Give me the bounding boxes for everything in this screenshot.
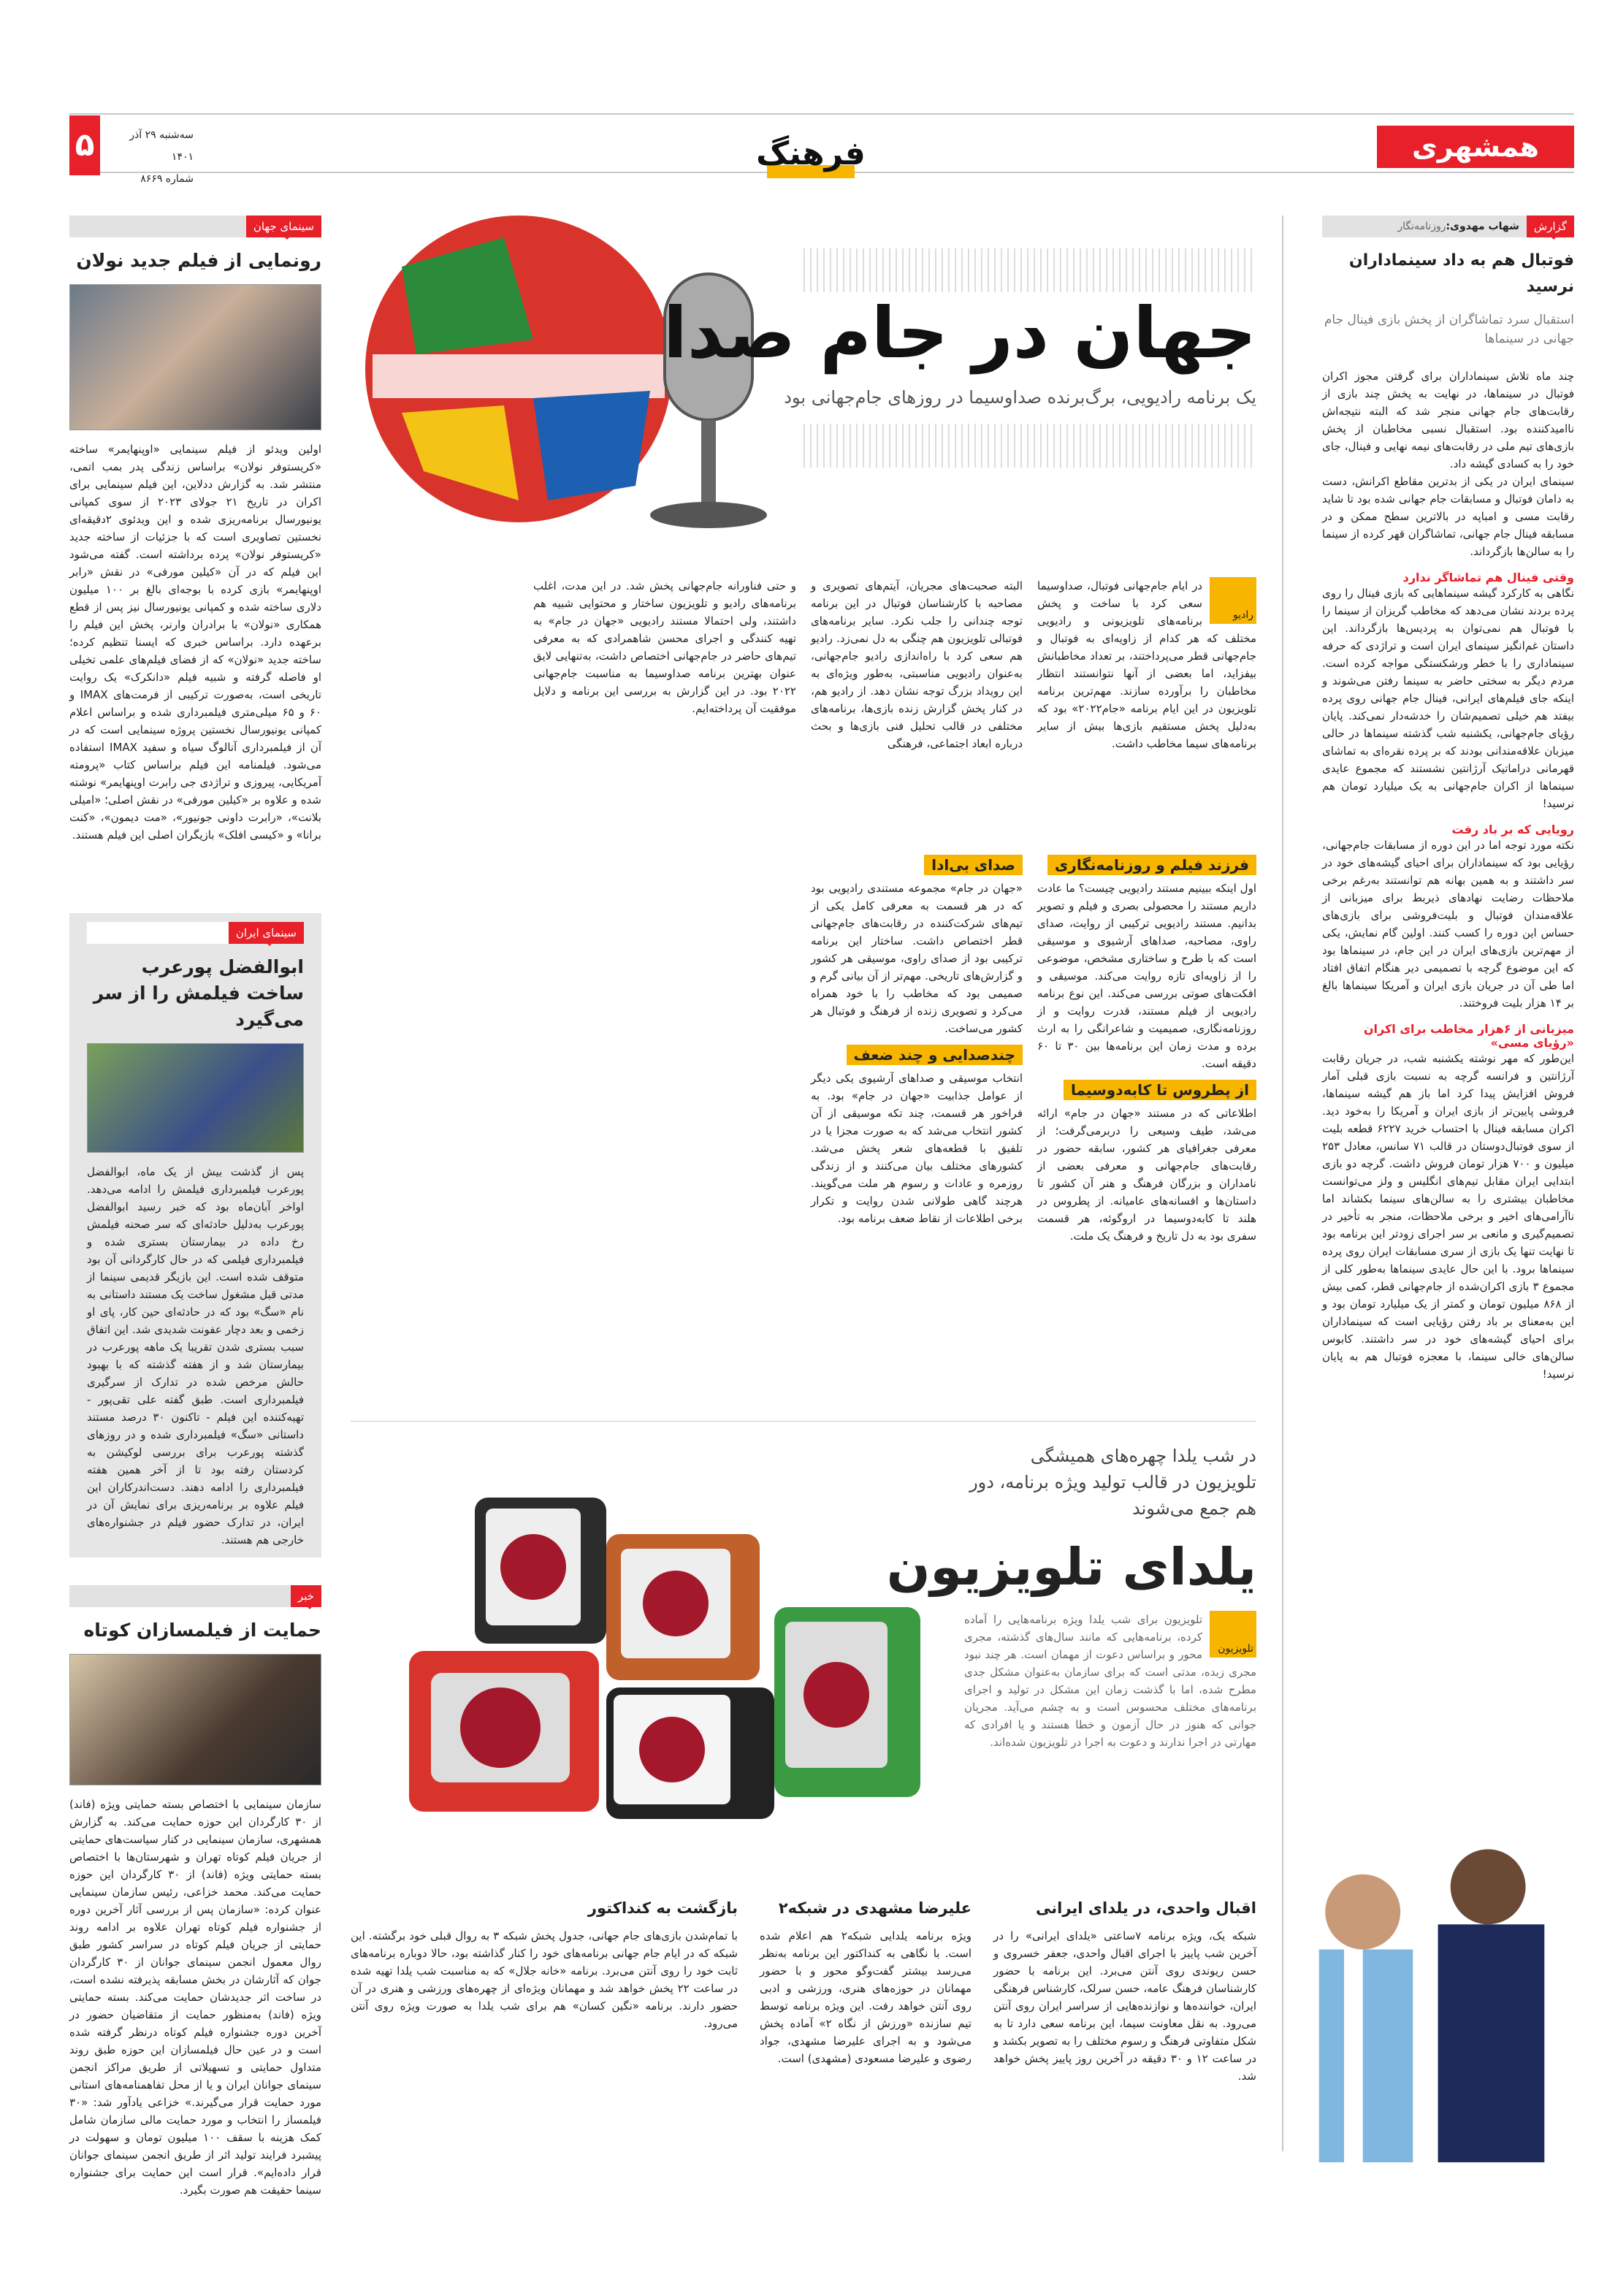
yalda-item — [351, 1899, 738, 2032]
newspaper-logo[interactable]: همشهری — [1377, 126, 1574, 168]
issue-number: شماره ۸۶۶۹ — [140, 173, 194, 185]
yalda-headline: یلدای تلویزیون — [886, 1537, 1256, 1597]
column-divider — [1282, 216, 1283, 2151]
yalda-intro — [964, 1611, 1256, 1751]
subhead: صدای بی‌ادا — [924, 855, 1023, 875]
photo-messi-mbappe — [1286, 1812, 1578, 2162]
article-cinema-football — [1322, 216, 1574, 1383]
kicker-tag: سینمای جهان — [246, 216, 321, 237]
article-body: نگاهی به کارکرد گیشه سینماهایی که بازی فینال را روی پرده بردند نشان می‌دهد که مخاطب گریزان از سینما را با فوتبال هم نمی‌توان به پردیس‌ها بازگرداند. این داستان غم‌انگیز سینمای ایران است و تراژدی که حرفه سینماداری را با خطر ورشکستگی مواجه کرده است. مردم دیگر به سختی حاضر به سینما رفتن می‌شوند و اینکه جای فیلم‌های ایرانی، فینال جام جهانی روی پرده بیفتد هم خیلی تصمیم‌شان را خدشه‌دار نمی‌کند. پایان رؤیای جام‌جهانی، یکشنبه شب گذشته سینماها در حالی میزبان علاقه‌مندانی بودند که بر پرده نقره‌ای به تماشای قهرمانی دراماتیک آرژانتین نشستند که مجموع عایدی سینماها از اکران جام‌جهانی به یک میلیارد تومان هم نرسید! — [1322, 587, 1574, 810]
subhead: میزبانی از ۶هزار مخاطب برای اکران «رؤیای مسی» — [1363, 1022, 1574, 1050]
kicker-tag: خبر — [291, 1585, 321, 1607]
tv-tag: تلویزیون — [1210, 1611, 1256, 1658]
section-col — [1037, 847, 1256, 1245]
photo-pourarab — [87, 1043, 304, 1153]
intro-text: و حتی فناورانه جام‌جهانی پخش شد. در این مدت، اغلب برنامه‌های رادیو و تلویزیون ساختار و محتوایی شبیه هم داشتند، ولی احتمالا مستند رادیویی «جهان در جام» به تهیه کنندگی و اجرای محسن شاهمرادی که به معرفی تیم‌های حاضر در جام‌جهانی اختصاص داشت، به‌تنهایی لایق عنوان بهترین برنامه صداوسیما به مناسبت جام‌جهانی ۲۰۲۲ بود. در این گزارش به بررسی این برنامه و دلایل موفقیت آن پرداخته‌ایم. — [533, 579, 796, 715]
article-body: چند ماه تلاش سینماداران برای گرفتن مجوز اکران فوتبال در سینماها، در نهایت به پخش چند بازی از رقابت‌های جام جهانی منجر شد که البته نتیجه‌اش ناامیدکننده بود. استقبال نسبی مخاطبان از پخش بازی‌های تیم ملی در رقابت‌های نیمه نهایی و فینال، جای خود را به کسادی گیشه داد. — [1322, 370, 1574, 470]
subhead: رویایی که بر باد رفت — [1451, 823, 1574, 836]
section-title: فرهنگ — [730, 135, 891, 178]
headline: فوتبال هم به داد سینماداران نرسید — [1348, 251, 1574, 296]
item-title: علیرضا مشهدی در شبکه۲ — [778, 1899, 972, 1917]
hero-illustration-ball-microphone — [358, 208, 796, 559]
photo-khazaei — [69, 1654, 321, 1785]
main-subheadline: یک برنامه رادیویی، برگ‌برنده صداوسیما در روزهای جام‌جهانی بود — [784, 387, 1256, 408]
section-body: «جهان در جام» مجموعه مستندی رادیویی بود که در هر قسمت به معرفی کامل یکی از تیم‌های شرکت‌کننده در رقابت‌های جام‌جهانی قطر اختصاص داشت. ساختار این برنامه ترکیبی بود از صدای راوی، موسیقی هر کشور و گزارش‌های تاریخی. مهم‌تر از آن بیانی گرم و صمیمی بود که مخاطب را با خود همراه می‌کرد و تصویری زنده از فرهنگ و فوتبال هر کشور می‌ساخت. — [811, 882, 1023, 1035]
subhead: وقتی فینال هم تماشاگر ندارد — [1402, 571, 1574, 584]
item-body: ویژه برنامه یلدایی شبکه۲ هم اعلام شده است. با نگاهی به کنداکتور این برنامه به‌نظر می‌رسد بیشتر گفت‌وگو محور و با حضور مهمانان در حوزه‌های هنری، ورزشی و ادبی روی آنتن خواهد رفت. این ویژه برنامه توسط تیم سازنده «ورزش از نگاه ۲» آماده پخش می‌شود و به اجرای علیرضا مشهدی، جواد رضوی و علیرضا مسعودی (مشهدی) است. — [760, 1929, 972, 2065]
yalda-body: تلویزیون برای شب یلدا ویژه برنامه‌هایی را آماده کرده، برنامه‌هایی که مانند سال‌های گذشته، مجری محور و براساس دعوت از مهمان است. هر چند نبود مجری زبده، مدتی است که برای سازمان به‌عنوان مشکل جدی مطرح شده، اما با گذشت زمان این مشکل در تولید و اجرای برنامه‌های مختلف محسوس است و به چشم می‌آید. مجریان جوانی که هنوز در حال آزمون و خطا هستند و یا افرادی که مهارتی در اجرا ندارند و دعوت به اجرا در تلویزیون شده‌اند. — [964, 1613, 1256, 1749]
divider — [351, 1421, 1256, 1422]
sound-wave-decoration — [804, 248, 1256, 292]
intro-text: در ایام جام‌جهانی فوتبال، صداوسیما سعی کرد با ساخت و پخش برنامه‌های تلویزیونی و رادیویی مختلف که هر کدام از زاویه‌ای به فوتبال و جام‌جهانی قطر می‌پرداختند، بر تعداد مخاطبانش بیفزاید، اما بعضی از آنها نتوانستند انتظار مخاطبان را برآورده سازند. مهم‌ترین برنامه تلویزیون در این ایام برنامه «جام۲۰۲۲» بود که به‌دلیل پخش مستقیم بازی‌ها بیش از سایر برنامه‌های سیما مخاطب داشت. — [1037, 579, 1256, 750]
kicker-tag: گزارش — [1527, 216, 1574, 237]
article-body: نکته مورد توجه اما در این دوره از مسابقات جام‌جهانی، رؤیایی بود که سینماداران برای احیای گیشه‌های خود در سر داشتند و به همین بهانه هم توانستند به‌رغم برخی ملاحظات رضایت نهادهای ذیربط برای میزبانی از علاقه‌مندان فوتبال و بلیت‌فروشی برای بازی‌های حساس این دوره را کسب کنند. اولین گام نمایش، یکی از مهم‌ترین بازی‌های ایران در این جام، در سینماها بود که این موضوع گرچه با تصمیمی دیر هنگام اتفاق افتاد اما طی آن در جریان بازی ایران و آمریکا سینماها بالغ بر ۱۴ هزار بلیت فروختند. — [1322, 839, 1574, 1010]
subhead: فرزند فیلم و روزنامه‌نگاری — [1047, 855, 1256, 875]
photo-nolan — [69, 284, 321, 430]
section-body: انتخاب موسیقی و صداهای آرشیوی یکی دیگر از عوامل جذابیت «جهان در جام» بود. به فراخور هر قسمت، چند تکه موسیقی از آن کشور انتخاب می‌شد که به صورت مجزا یا در تلفیق با قطعه‌های شعر پخش می‌شد. کشورهای مختلف بیان می‌کنند و از زندگی روزمره و عادات و رسوم هر ملت می‌گویند. هرچند گاهی طولانی شدن روایت و تکرار برخی اطلاعات از نقاط ضعف برنامه بود. — [811, 1072, 1023, 1225]
kicker-tag: سینمای ایران — [229, 922, 304, 944]
article-pourarab — [69, 913, 321, 1557]
article-nolan — [69, 216, 321, 844]
sound-wave-decoration — [804, 424, 1256, 468]
illustration-retro-tvs-pomegranates — [394, 1432, 950, 1841]
radio-tag: رادیو — [1210, 577, 1256, 624]
intro-text: البته صحبت‌های مجریان، آیتم‌های تصویری و مصاحبه با کارشناسان فوتبال در این برنامه توجه چندانی را جلب نکرد. سایر برنامه‌های فوتبالی تلویزیون هم چنگی به دل نمی‌زد. رادیو هم سعی کرد با راه‌اندازی رادیو جام‌جهانی، به‌عنوان رادیویی مناسبتی، به‌طور ویژه‌ای به این رویداد بزرگ توجه نشان دهد. از رادیو هم، در کنار پخش گزارش زنده بازی‌ها، برنامه‌های مختلفی در قالب تحلیل فنی بازی‌ها و بحث درباره ابعاد اجتماعی، فرهنگی — [811, 579, 1023, 750]
header-rule-top — [69, 113, 1574, 115]
headline: حمایت از فیلمسازان کوتاه — [83, 1620, 321, 1641]
main-headline: جهان در جام صدا — [663, 292, 1256, 374]
item-title: اقبال واحدی، در یلدای ایرانی — [1036, 1899, 1256, 1917]
subhead: چندصدایی و چند ضعف — [847, 1045, 1023, 1065]
item-body: با تمام‌شدن بازی‌های جام جهانی، جدول پخش شبکه ۳ به روال قبلی خود برگشته. این شبکه که در ایام جام جهانی برنامه‌های خود را کنار گذاشته بود، حالا دوباره برنامه‌های ثابت خود را روی آنتن می‌برد. برنامه «خانه جلال» که به مناسبت شب یلدا تهیه شده در ساعت ۲۲ پخش خواهد شد و مهمانان ویژه‌ای از چهره‌های ورزشی و هنری در آن حضور دارند. برنامه «نگین کسان» هم برای شب یلدا به صورت ویژه روی آنتن می‌رود. — [351, 1929, 738, 2030]
section-col — [811, 847, 1023, 1227]
yalda-item — [760, 1899, 972, 2067]
section-body: اطلاعاتی که در مستند «جهان در جام» ارائه می‌شد، طیف وسیعی را دربرمی‌گرفت؛ از معرفی جغرافیای هر کشور، سابقه حضور در رقابت‌های جام‌جهانی و معرفی بعضی از نامداران و بزرگان فرهنگ و هنر آن کشور تا داستان‌ها و افسانه‌های عامیانه. از پطروس در هلند تا کابه‌دوسیما در اروگوئه، هر قسمت سفری بود به دل تاریخ و فرهنگ یک ملت. — [1037, 1107, 1256, 1243]
intro-col-1 — [1037, 577, 1256, 752]
issue-date: سه‌شنبه ۲۹ آذر ۱۴۰۱ — [129, 129, 194, 163]
intro-col-2 — [811, 577, 1023, 752]
subhead: از پطروس تا کابه‌دوسیما — [1064, 1080, 1256, 1100]
headline: رونمایی از فیلم جدید نولان — [76, 250, 321, 271]
yalda-item — [993, 1899, 1256, 2085]
intro-col-3 — [533, 577, 796, 717]
item-title: بازگشت به کنداکتور — [587, 1899, 738, 1917]
yalda-kicker: در شب یلدا چهره‌های همیشگی تلویزیون در قالب تولید ویژه برنامه، دور هم جمع می‌شوند — [969, 1446, 1256, 1519]
section-body: اول اینکه ببینیم مستند رادیویی چیست؟ ما عادت داریم مستند را محصولی بصری و فیلم و تصویر بدانیم. مستند رادیویی ترکیبی از روایت، صدای راوی، مصاحبه، صداهای آرشیوی و موسیقی است که با طرح و ساختاری مشخص، موضوعی را از زاویه‌ای تازه روایت می‌کند. موسیقی و افکت‌های صوتی بررسی می‌کند. این نوع برنامه رادیویی از فیلم مستند، قدرت روایت و از روزنامه‌نگاری، صمیمیت و شاعرانگی را به ارث برده و مدت زمان این برنامه‌ها بین ۳۰ تا ۶۰ دقیقه است. — [1037, 882, 1257, 1070]
subheadline: استقبال سرد تماشاگران از پخش بازی فینال جام جهانی در سینماها — [1324, 313, 1574, 346]
article-body: سینمای ایران در یکی از بدترین مقاطع اکرانش، دست به دامان فوتبال و مسابقات جام جهانی شده بود تا شاید رقابت مسی و امباپه در بالاترین سطح ممکن و در مسابقه فینال جام جهانی، تماشاگران قهر کرده از سینما را به سالن‌ها بازگرداند. — [1322, 475, 1574, 558]
article-body: اولین ویدئو از فیلم سینمایی «اوپنهایمر» ساخته «کریستوفر نولان» براساس زندگی پدر بمب اتمی، منتشر شد. به گزارش ددلاین، این فیلم سینمایی برای اکران در تاریخ ۲۱ جولای ۲۰۲۳ از سوی کمپانی یونیورسال برنامه‌ریزی شده و این ویدئوی ۲دقیقه‌ای نخستین تصاویری است که با جزئیات از ساخته جدید «کریستوفر نولان» پرده برداشته است. گفته می‌شود این فیلم که در آن «کیلین مورفی» در نقش «رابر اوپنهایمر» بازی کرده با بوجه‌ای بالغ بر ۱۰۰ میلیون دلاری ساخته شده و کمپانی یونیورسال نیز پس از قطع همکاری «نولان» با برادران وارنر، پخش این فیلم را برعهده دارد. براساس خبری که ایسنا تنظیم کرده؛ ساخته جدید «نولان» که از فضای فیلم‌های علمی تخیلی او فاصله گرفته و شبیه فیلم «دانکرک» یک روایت تاریخی است، به‌صورت ترکیبی از فرمت‌های IMAX و ۶۰ و ۶۵ میلی‌متری فیلمبرداری شده و براساس اعلام کمپانی یونیورسال نخستین پروژه سینمایی است که در آن از فیلمبرداری آنالوگ سیاه و سفید IMAX استفاده می‌شود. فیلمنامه این فیلم براساس کتاب «پرومته آمریکایی، پیروزی و تراژدی جی رابرت اوپنهایمر» نوشته شده و علاوه بر «کیلین مورفی» در نقش اصلی؛ «امیلی بلانت»، «رابرت داونی جونیور»، «مت دیمون»، «کنت برانا» و «کیسی افلک» بازیگران اصلی این فیلم هستند. — [69, 443, 322, 842]
pomegranate-icon — [500, 1534, 566, 1600]
article-body: سازمان سینمایی با اختصاص بسته حمایتی ویژه (فاند) از ۳۰ کارگردان این حوزه حمایت می‌کند. به گزارش همشهری، سازمان سینمایی در کنار سیاست‌های حمایتی از جریان فیلم کوتاه تهران و شهرستان‌ها با اختصاص بسته حمایتی ویژه (فاند) از ۳۰ کارگردان این حوزه حمایت می‌کند. محمد خزاعی، رئیس سازمان سینمایی عنوان کرده: «سازمان پس از بررسی آثار آخرین دوره از جشنواره فیلم کوتاه تهران علاوه بر ادامه روند حمایتی از جریان فیلم کوتاه در سراسر کشور طبق روال معمول انجمن سینمای جوانان از ۳۰ کارگردان جوان که آثارشان در بخش مسابقه پذیرفته نشده است، در ساخت اثر جدیدشان حمایت می‌کند. بسته حمایتی ویژه (فاند) به‌منظور حمایت از متقاضیان حضور در آخرین دوره جشنواره فیلم کوتاه درنظر گرفته شده است و در عین حال فیلمسازان این حوزه طبق روند متداول حمایتی و تسهیلاتی از طریق مراکز انجمن سینمای جوانان ایران و یا از محل تفاهمنامه‌های استانی مورد حمایت قرار می‌گیرند.» خزاعی یادآور شد: «۳۰ فیلمساز را انتخاب و مورد حمایت مالی سازمان شامل کمک هزینه با سقف ۱۰۰ میلیون تومان و سهولت در پیشبرد فرایند تولید اثر از طریق انجمن سینمای جوانان قرار داده‌ایم». قرار است این حمایت برای جشنواره سینما حقیقت هم صورت بگیرد. — [69, 1798, 321, 2197]
article-short-film — [69, 1585, 321, 2199]
page-number: ۵ — [69, 115, 100, 175]
byline: شهاب مهدوی:روزنامه‌نگار — [1397, 221, 1519, 232]
article-body: پس از گذشت بیش از یک ماه، ابوالفضل پورعرب فیلمبرداری فیلمش را ادامه می‌دهد. اواخر آبان‌ماه بود که خبر رسید ابوالفضل پورعرب به‌دلیل حادثه‌ای که سر صحنه فیلمش رخ داده در بیمارستان بستری شده و فیلمبرداری فیلمی که در حال کارگردانی آن بود متوقف شده است. این بازیگر قدیمی سینما از مدتی قبل مشغول ساخت یک مستند داستانی به نام «سگ» بود که در حادثه‌ای حین کار، پای او زخمی و بعد دچار عفونت شدیدی شد. این اتفاق سبب بستری شدن تقریبا یک ماهه پورعرب در بیمارستان شد و از هفته گذشته که با بهبود حالش مرخص شده در تدارک از سرگیری فیلمبرداری است. طبق گفته علی تقی‌پور - تهیه‌کننده این فیلم - تاکنون ۳۰ درصد مستند داستانی «سگ» فیلمبرداری شده و در روزهای گذشته پورعرب برای بررسی لوکیشن به کردستان رفته بود تا از آخر همین هفته فیلمبرداری را ادامه دهند. دست‌اندرکاران این فیلم علاوه بر برنامه‌ریزی برای نمایش آن در ایران، در تدارک حضور فیلم در جشنواره‌های خارجی هم هستند. — [87, 1165, 304, 1546]
item-body: شبکه یک، ویژه برنامه ۷ساعتی «یلدای ایرانی» را در آخرین شب پاییز با اجرای اقبال واحدی، جعفر خسروی و حسن ریوندی روی آنتن می‌برد. این برنامه با حضور کارشناسان فرهنگ عامه، حسن سرلک، کارشناس فرهنگی ایران، خواننده‌ها و نوازنده‌هایی از سراسر ایران روی آنتن می‌رود. به نقل معاونت سیما، این برنامه سعی دارد تا به شکل متفاوتی فرهنگ و رسوم مختلف را به تصویر بکشد و در ساعت ۱۲ و ۳۰ دقیقه در آخرین روز پاییز پخش خواهد شد. — [993, 1929, 1256, 2083]
issue-info — [106, 124, 194, 190]
headline: ابوالفضل پورعرب ساخت فیلمش را از سر می‌گیرد — [93, 956, 304, 1030]
article-body: این‌طور که مهر نوشته یکشنبه شب، در جریان رقابت آرژانتین و فرانسه گرچه به نسبت بازی قبلی آمار فروش افزایش پیدا کرد اما باز هم گیشه سینماها، فروشی پایین‌تر از بازی ایران و آمریکا را به‌خود دید. اکران مسابقه فینال با احتساب خرید ۶۲۲۷ قطعه بلیت از سوی فوتبال‌دوستان در قالب ۷۱ سانس، معادل ۲۵۳ میلیون و ۷۰۰ هزار تومان فروش داشت. گرچه دو بازی ابتدایی ایران مقابل تیم‌های انگلیس و ولز می‌توانست مخاطبان بیشتری را به سالن‌های سینما بکشاند اما ناآرامی‌های اخیر و برخی ملاحظات، منجر به تأخیر در تصمیم‌گیری و مانعی بر سر اجرای زودتر این برنامه بود تا نهایت تنها یک بازی از سری مسابقات ایران روی پرده سینماها برود. با این حال عایدی سینماها به‌طور کلی از مجموع ۳ بازی اکران‌شده از جام‌جهانی قطر، کمی بیش از ۸۶۸ میلیون تومان و کمتر از یک میلیارد تومان بود و این به‌معنای بر باد رفتن رؤیایی است که سینماداران برای احیای گیشه‌های خود در سر داشتند. کابوس سالن‌های خالی سینما، با معجزه فوتبال هم به پایان نرسید! — [1322, 1052, 1575, 1381]
